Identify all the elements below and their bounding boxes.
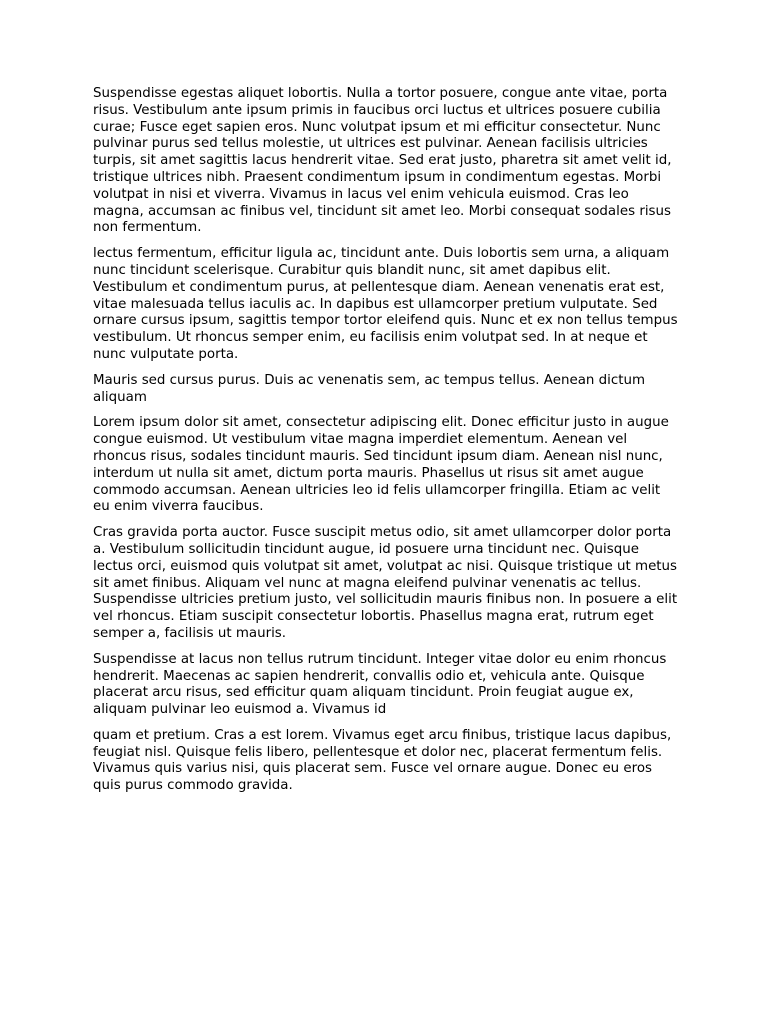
paragraph-2: lectus fermentum, efficitur ligula ac, tincidunt ante. Duis lobortis sem urna, a aliquam nunc tincidunt scelerisque. Curabitur quis blandit nunc, sit amet dapibus elit. Vestibulum et condimentum purus, at pellentesque diam. Aenean venenatis erat est, vitae malesuada tellus iaculis ac. In dapibus est ullamcorper pretium vulputate. Sed ornare cursus ipsum, sagittis tempor tortor eleifend quis. Nunc et ex non tellus tempus vestibulum. Ut rhoncus semper enim, eu facilisis enim volutpat sed. In at neque et nunc vulputate porta. [93,246,678,362]
paragraph-1: Suspendisse egestas aliquet lobortis. Nulla a tortor posuere, congue ante vitae, porta risus. Vestibulum ante ipsum primis in faucibus orci luctus et ultrices posuere cubilia curae; Fusce eget sapien eros. Nunc volutpat ipsum et mi efficitur consectetur. Nunc pulvinar purus sed tellus molestie, ut ultrices est pulvinar. Aenean facilisis ultricies turpis, sit amet sagittis lacus hendrerit vitae. Sed erat justo, pharetra sit amet velit id, tristique ultrices nibh. Praesent condimentum ipsum in condimentum egestas. Morbi volutpat in nisi et viverra. Vivamus in lacus vel enim vehicula euismod. Cras leo magna, accumsan ac finibus vel, tincidunt sit amet leo. Morbi consequat sodales risus non fermentum. [93,86,672,236]
document-body [93,86,678,804]
paragraph-7: quam et pretium. Cras a est lorem. Vivamus eget arcu finibus, tristique lacus dapibus, feugiat nisl. Quisque felis libero, pellentesque et dolor nec, placerat fermentum felis. Vivamus quis varius nisi, quis placerat sem. Fusce vel ornare augue. Donec eu eros quis purus commodo gravida. [93,727,672,794]
paragraph-4: Lorem ipsum dolor sit amet, consectetur adipiscing elit. Donec efficitur justo in augue congue euismod. Ut vestibulum vitae magna imperdiet elementum. Aenean vel rhoncus risus, sodales tincidunt mauris. Sed tincidunt ipsum diam. Aenean nisl nunc, interdum ut nulla sit amet, dictum porta mauris. Phasellus ut risus sit amet augue commodo accumsan. Aenean ultricies leo id felis ullamcorper fringilla. Etiam ac velit eu enim viverra faucibus. [93,415,669,515]
paragraph-3: Mauris sed cursus purus. Duis ac venenatis sem, ac tempus tellus. Aenean dictum aliquam [93,372,646,405]
paragraph-5: Cras gravida porta auctor. Fusce suscipit metus odio, sit amet ullamcorper dolor porta a. Vestibulum sollicitudin tincidunt augue, id posuere urna tincidunt nec. Quisque lectus orci, euismod quis volutpat sit amet, volutpat ac nisi. Quisque tristique ut metus sit amet finibus. Aliquam vel nunc at magna eleifend pulvinar venenatis ac tellus. Suspendisse ultricies pretium justo, vel sollicitudin mauris finibus non. In posuere a elit vel rhoncus. Etiam suscipit consectetur lobortis. Phasellus magna erat, rutrum eget semper a, facilisis ut mauris. [93,525,678,641]
paragraph-6: Suspendisse at lacus non tellus rutrum tincidunt. Integer vitae dolor eu enim rhoncus hendrerit. Maecenas ac sapien hendrerit, convallis odio et, vehicula ante. Quisque placerat arcu risus, sed efficitur quam aliquam tincidunt. Proin feugiat augue ex, aliquam pulvinar leo euismod a. Vivamus id [93,651,667,718]
